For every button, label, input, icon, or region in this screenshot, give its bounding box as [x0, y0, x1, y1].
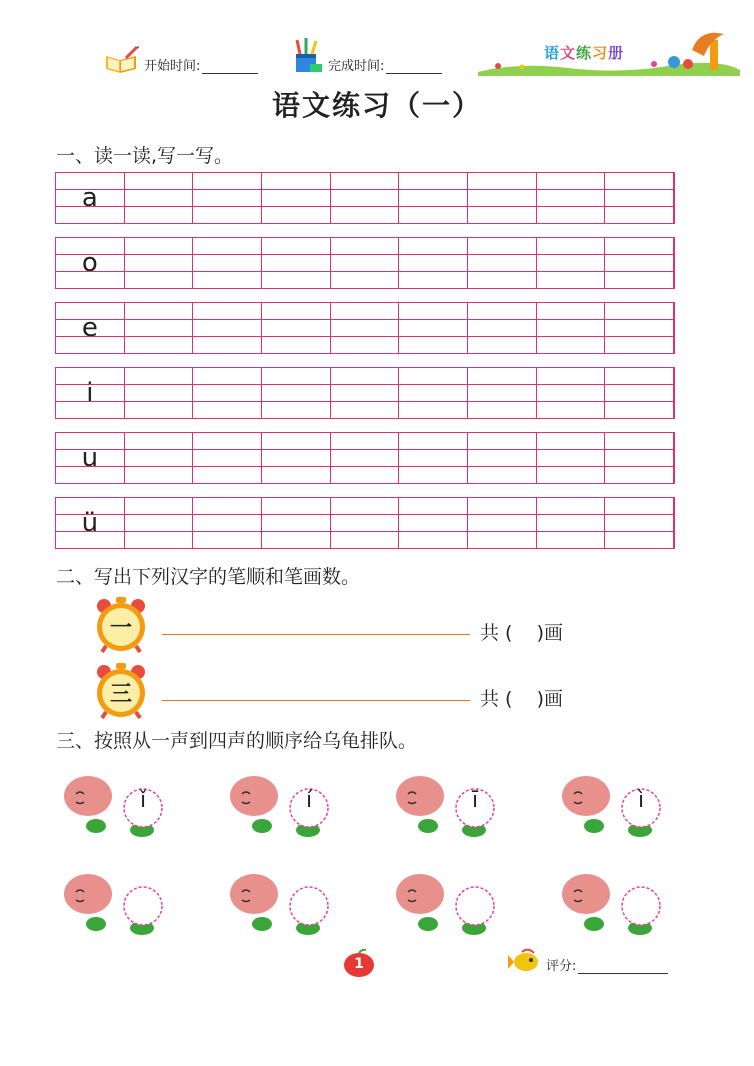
pinyin-example-cell — [56, 498, 125, 548]
brand-char: 文 — [560, 44, 577, 62]
pinyin-writing-cell[interactable] — [399, 238, 468, 288]
stroke-character: 一 — [109, 615, 132, 641]
turtle[interactable] — [62, 770, 166, 842]
turtle-icon — [560, 868, 664, 940]
alarm-clock-icon — [92, 662, 150, 720]
pinyin-writing-cell[interactable] — [399, 433, 468, 483]
brand-char: 练 — [576, 44, 593, 62]
pinyin-row — [55, 237, 675, 289]
turtle-answer-slot[interactable] — [394, 868, 498, 940]
pinyin-writing-cell[interactable] — [537, 303, 606, 353]
pinyin-writing-cell[interactable] — [262, 303, 331, 353]
pinyin-writing-cell[interactable] — [537, 368, 606, 418]
pinyin-letter: u — [81, 443, 99, 473]
brand-char: 册 — [608, 44, 625, 62]
pinyin-example-cell — [56, 173, 125, 223]
workbook-brand — [478, 26, 740, 76]
section-3-heading: 三、按照从一声到四声的顺序给乌龟排队。 — [56, 730, 418, 752]
pinyin-example-cell — [56, 368, 125, 418]
pinyin-writing-cell[interactable] — [605, 238, 674, 288]
pinyin-writing-cell[interactable] — [262, 433, 331, 483]
pinyin-writing-cell[interactable] — [468, 368, 537, 418]
pinyin-writing-cell[interactable] — [125, 173, 194, 223]
pinyin-writing-cell[interactable] — [193, 303, 262, 353]
score-label: 评分: — [546, 959, 577, 974]
tone-mark: ǐ — [139, 788, 147, 813]
pinyin-letter: e — [81, 313, 98, 343]
pinyin-writing-cell[interactable] — [262, 238, 331, 288]
pinyin-writing-cell[interactable] — [193, 238, 262, 288]
pinyin-writing-cell[interactable] — [399, 303, 468, 353]
start-time-label: 开始时间: — [144, 59, 201, 74]
tone-mark: ì — [637, 788, 645, 813]
workbook-brand-title — [544, 42, 624, 63]
pinyin-row — [55, 367, 675, 419]
grid-guide-line — [56, 271, 674, 272]
pinyin-writing-cell[interactable] — [537, 433, 606, 483]
pinyin-writing-cell[interactable] — [193, 173, 262, 223]
pinyin-writing-cell[interactable] — [193, 368, 262, 418]
pencil-cup-icon — [290, 38, 324, 74]
turtle-icon — [394, 868, 498, 940]
turtle-answer-slot[interactable] — [228, 868, 332, 940]
turtle-icon — [62, 868, 166, 940]
book-pencil-icon — [104, 46, 140, 74]
brand-char: 语 — [544, 44, 561, 62]
tone-mark: ī — [471, 788, 479, 813]
pinyin-letter: a — [81, 183, 98, 213]
pinyin-writing-cell[interactable] — [331, 368, 400, 418]
stroke-order-row — [92, 596, 692, 656]
pinyin-writing-cell[interactable] — [193, 498, 262, 548]
pinyin-writing-cell[interactable] — [537, 173, 606, 223]
pinyin-writing-cell[interactable] — [605, 368, 674, 418]
start-time-blank[interactable] — [202, 60, 258, 74]
pinyin-writing-cell[interactable] — [399, 498, 468, 548]
stroke-character: 三 — [109, 681, 132, 707]
turtle-icon — [228, 868, 332, 940]
pinyin-example-cell — [56, 433, 125, 483]
pinyin-writing-cell[interactable] — [468, 433, 537, 483]
pinyin-writing-cell[interactable] — [125, 238, 194, 288]
page-number-badge — [342, 948, 376, 978]
grid-guide-line — [56, 254, 674, 255]
pinyin-writing-cell[interactable] — [537, 238, 606, 288]
stroke-count-text: 共 ( )画 — [480, 688, 564, 710]
pinyin-row — [55, 432, 675, 484]
stroke-answer-line[interactable] — [162, 634, 470, 635]
stroke-count-text: 共 ( )画 — [480, 622, 564, 644]
pinyin-row — [55, 497, 675, 549]
pinyin-writing-cell[interactable] — [262, 498, 331, 548]
pinyin-writing-cell[interactable] — [331, 238, 400, 288]
grid-guide-line — [56, 336, 674, 337]
pinyin-writing-cell[interactable] — [605, 303, 674, 353]
pinyin-example-cell — [56, 303, 125, 353]
pinyin-writing-cell[interactable] — [468, 303, 537, 353]
stroke-order-row — [92, 662, 692, 722]
pinyin-row — [55, 172, 675, 224]
grid-guide-line — [56, 449, 674, 450]
pinyin-writing-cell[interactable] — [537, 498, 606, 548]
pinyin-writing-grid — [55, 172, 675, 562]
pinyin-writing-cell[interactable] — [605, 498, 674, 548]
stroke-answer-line[interactable] — [162, 700, 470, 701]
turtle[interactable] — [394, 770, 498, 842]
grid-guide-line — [56, 384, 674, 385]
finish-time-blank[interactable] — [386, 60, 442, 74]
turtle[interactable] — [560, 770, 664, 842]
pinyin-letter: ü — [81, 508, 99, 538]
pinyin-writing-cell[interactable] — [262, 368, 331, 418]
pinyin-writing-cell[interactable] — [468, 173, 537, 223]
tone-mark: í — [305, 788, 313, 813]
finish-time-label: 完成时间: — [328, 59, 385, 74]
grid-guide-line — [56, 531, 674, 532]
alarm-clock-icon — [92, 596, 150, 654]
turtle[interactable] — [228, 770, 332, 842]
grid-guide-line — [56, 189, 674, 190]
pinyin-writing-cell[interactable] — [605, 173, 674, 223]
finish-time-field — [290, 38, 442, 74]
turtle-answer-slot[interactable] — [62, 868, 166, 940]
start-time-field — [104, 38, 258, 74]
pinyin-writing-cell[interactable] — [331, 303, 400, 353]
pinyin-writing-cell[interactable] — [125, 368, 194, 418]
pinyin-writing-cell[interactable] — [331, 498, 400, 548]
page-number: 1 — [354, 956, 364, 972]
pinyin-writing-cell[interactable] — [468, 238, 537, 288]
grid-guide-line — [56, 514, 674, 515]
pinyin-writing-cell[interactable] — [125, 498, 194, 548]
pinyin-example-cell — [56, 238, 125, 288]
turtle-answer-slot[interactable] — [560, 868, 664, 940]
page-title: 语文练习（一） — [271, 89, 482, 122]
pinyin-writing-cell[interactable] — [468, 498, 537, 548]
grid-guide-line — [56, 401, 674, 402]
fish-icon — [508, 948, 542, 974]
pinyin-writing-cell[interactable] — [262, 173, 331, 223]
grid-guide-line — [56, 319, 674, 320]
pinyin-row — [55, 302, 675, 354]
pinyin-writing-cell[interactable] — [331, 433, 400, 483]
grid-guide-line — [56, 466, 674, 467]
section-2-heading: 二、写出下列汉字的笔顺和笔画数。 — [56, 566, 361, 588]
pinyin-writing-cell[interactable] — [331, 173, 400, 223]
pinyin-writing-cell[interactable] — [193, 433, 262, 483]
pinyin-writing-cell[interactable] — [125, 303, 194, 353]
grid-guide-line — [56, 206, 674, 207]
pinyin-letter: i — [86, 378, 94, 408]
section-1-heading: 一、读一读,写一写。 — [56, 145, 234, 167]
pinyin-letter: o — [81, 248, 98, 278]
pinyin-writing-cell[interactable] — [399, 173, 468, 223]
score-blank[interactable] — [578, 960, 668, 974]
pinyin-writing-cell[interactable] — [605, 433, 674, 483]
brand-char: 习 — [592, 44, 609, 62]
pinyin-writing-cell[interactable] — [399, 368, 468, 418]
pinyin-writing-cell[interactable] — [125, 433, 194, 483]
score-field — [508, 948, 668, 974]
